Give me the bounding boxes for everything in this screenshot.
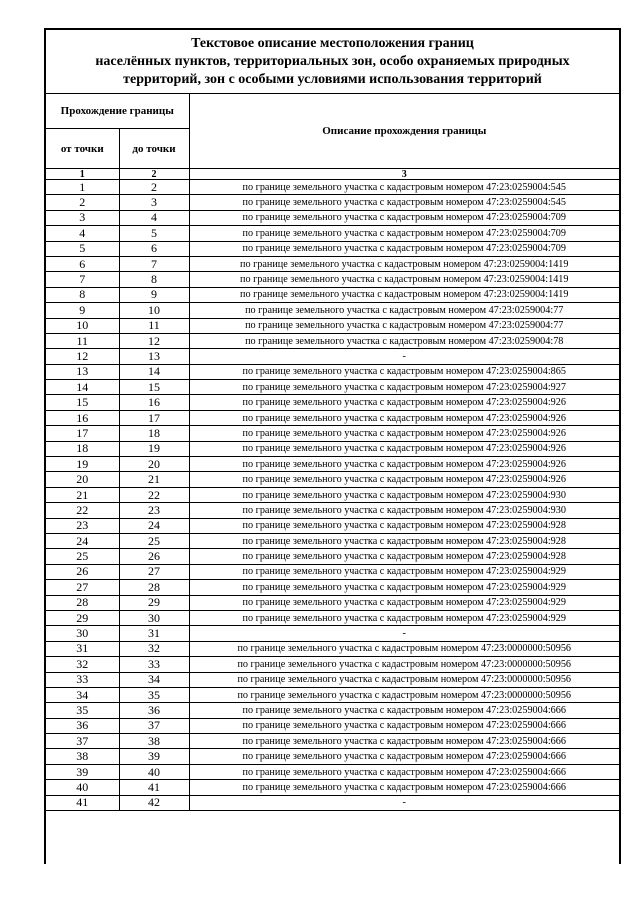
table-row: [46, 518, 619, 533]
cell-to-point: 34: [119, 672, 189, 687]
table-row: [46, 549, 619, 564]
cell-description: по границе земельного участка с кадастровым номером 47:23:0259004:1419: [189, 272, 619, 287]
cell-to-point: 26: [119, 549, 189, 564]
table-row: [46, 580, 619, 595]
table-row: [46, 195, 619, 210]
table-row: [46, 734, 619, 749]
cell-from-point: 23: [46, 518, 119, 533]
cell-description: по границе земельного участка с кадастровым номером 47:23:0259004:545: [189, 180, 619, 195]
cell-description: по границе земельного участка с кадастровым номером 47:23:0259004:865: [189, 364, 619, 379]
cell-description: по границе земельного участка с кадастровым номером 47:23:0259004:666: [189, 734, 619, 749]
cell-from-point: 39: [46, 764, 119, 779]
cell-description: по границе земельного участка с кадастровым номером 47:23:0259004:709: [189, 226, 619, 241]
cell-to-point: 8: [119, 272, 189, 287]
cell-from-point: 24: [46, 533, 119, 548]
cell-description: по границе земельного участка с кадастровым номером 47:23:0000000:50956: [189, 657, 619, 672]
cell-to-point: 4: [119, 210, 189, 225]
cell-description: по границе земельного участка с кадастровым номером 47:23:0259004:666: [189, 780, 619, 795]
cell-description: по границе земельного участка с кадастровым номером 47:23:0259004:77: [189, 318, 619, 333]
cell-to-point: 38: [119, 734, 189, 749]
table-row: [46, 410, 619, 425]
header-col-number-3: 3: [189, 169, 619, 180]
table-row: [46, 641, 619, 656]
table-row: [46, 687, 619, 702]
table-row: [46, 256, 619, 271]
cell-description: по границе земельного участка с кадастровым номером 47:23:0259004:930: [189, 503, 619, 518]
cell-from-point: 31: [46, 641, 119, 656]
table-row: [46, 595, 619, 610]
cell-description: по границе земельного участка с кадастровым номером 47:23:0259004:928: [189, 518, 619, 533]
cell-description: по границе земельного участка с кадастровым номером 47:23:0259004:926: [189, 457, 619, 472]
table-row: [46, 272, 619, 287]
cell-to-point: 20: [119, 457, 189, 472]
cell-from-point: 4: [46, 226, 119, 241]
cell-from-point: 40: [46, 780, 119, 795]
table-row: [46, 364, 619, 379]
table-body: [46, 180, 619, 811]
table-row: [46, 210, 619, 225]
cell-from-point: 19: [46, 457, 119, 472]
cell-from-point: 8: [46, 287, 119, 302]
cell-from-point: 14: [46, 380, 119, 395]
cell-description: по границе земельного участка с кадастровым номером 47:23:0000000:50956: [189, 687, 619, 702]
table-row: [46, 241, 619, 256]
cell-to-point: 15: [119, 380, 189, 395]
cell-to-point: 7: [119, 256, 189, 271]
table-row: [46, 457, 619, 472]
cell-from-point: 41: [46, 795, 119, 810]
table-row: [46, 503, 619, 518]
cell-description: по границе земельного участка с кадастровым номером 47:23:0259004:666: [189, 703, 619, 718]
cell-from-point: 30: [46, 626, 119, 641]
cell-to-point: 3: [119, 195, 189, 210]
cell-from-point: 28: [46, 595, 119, 610]
cell-description: -: [189, 626, 619, 641]
cell-description: по границе земельного участка с кадастровым номером 47:23:0259004:545: [189, 195, 619, 210]
cell-from-point: 34: [46, 687, 119, 702]
cell-to-point: 35: [119, 687, 189, 702]
cell-to-point: 17: [119, 410, 189, 425]
cell-description: по границе земельного участка с кадастровым номером 47:23:0259004:926: [189, 472, 619, 487]
cell-to-point: 33: [119, 657, 189, 672]
cell-description: по границе земельного участка с кадастровым номером 47:23:0000000:50956: [189, 672, 619, 687]
table-row: [46, 533, 619, 548]
cell-to-point: 28: [119, 580, 189, 595]
cell-description: по границе земельного участка с кадастровым номером 47:23:0000000:50956: [189, 641, 619, 656]
cell-from-point: 9: [46, 303, 119, 318]
cell-from-point: 35: [46, 703, 119, 718]
cell-from-point: 37: [46, 734, 119, 749]
table-row: [46, 380, 619, 395]
cell-from-point: 21: [46, 487, 119, 502]
cell-from-point: 7: [46, 272, 119, 287]
cell-from-point: 3: [46, 210, 119, 225]
cell-description: по границе земельного участка с кадастровым номером 47:23:0259004:709: [189, 210, 619, 225]
table-row: [46, 564, 619, 579]
cell-description: по границе земельного участка с кадастровым номером 47:23:0259004:928: [189, 549, 619, 564]
cell-to-point: 5: [119, 226, 189, 241]
cell-description: по границе земельного участка с кадастровым номером 47:23:0259004:929: [189, 564, 619, 579]
cell-description: по границе земельного участка с кадастровым номером 47:23:0259004:929: [189, 580, 619, 595]
cell-from-point: 6: [46, 256, 119, 271]
cell-description: по границе земельного участка с кадастровым номером 47:23:0259004:1419: [189, 256, 619, 271]
cell-from-point: 27: [46, 580, 119, 595]
cell-from-point: 10: [46, 318, 119, 333]
header-passage: Прохождение границы: [46, 94, 189, 129]
cell-description: по границе земельного участка с кадастровым номером 47:23:0259004:666: [189, 749, 619, 764]
cell-from-point: 16: [46, 410, 119, 425]
cell-to-point: 24: [119, 518, 189, 533]
boundary-table: [46, 94, 619, 811]
table-row: [46, 287, 619, 302]
cell-from-point: 22: [46, 503, 119, 518]
table-row: [46, 780, 619, 795]
cell-to-point: 42: [119, 795, 189, 810]
header-col-number-2: 2: [119, 169, 189, 180]
cell-to-point: 39: [119, 749, 189, 764]
table-row: [46, 226, 619, 241]
table-row: [46, 472, 619, 487]
cell-from-point: 29: [46, 610, 119, 625]
cell-from-point: 12: [46, 349, 119, 364]
cell-from-point: 20: [46, 472, 119, 487]
cell-description: по границе земельного участка с кадастровым номером 47:23:0259004:709: [189, 241, 619, 256]
cell-description: по границе земельного участка с кадастровым номером 47:23:0259004:930: [189, 487, 619, 502]
cell-to-point: 25: [119, 533, 189, 548]
cell-description: -: [189, 349, 619, 364]
table-row: [46, 749, 619, 764]
cell-to-point: 14: [119, 364, 189, 379]
header-description: Описание прохождения границы: [189, 94, 619, 169]
table-row: [46, 764, 619, 779]
table-row: [46, 610, 619, 625]
document-title-text: Текстовое описание местоположения границ населённых пунктов, территориальных зон, особо охраняемых природных территорий, зон с особыми условиями использования территорий: [95, 35, 570, 87]
cell-description: -: [189, 795, 619, 810]
cell-to-point: 6: [119, 241, 189, 256]
cell-to-point: 18: [119, 426, 189, 441]
table-row: [46, 333, 619, 348]
table-row: [46, 180, 619, 195]
table-row: [46, 349, 619, 364]
header-to-point: до точки: [119, 129, 189, 169]
cell-description: по границе земельного участка с кадастровым номером 47:23:0259004:1419: [189, 287, 619, 302]
cell-from-point: 1: [46, 180, 119, 195]
cell-to-point: 11: [119, 318, 189, 333]
header-from-point: от точки: [46, 129, 119, 169]
cell-to-point: 37: [119, 718, 189, 733]
cell-to-point: 19: [119, 441, 189, 456]
table-row: [46, 303, 619, 318]
cell-to-point: 36: [119, 703, 189, 718]
cell-description: по границе земельного участка с кадастровым номером 47:23:0259004:78: [189, 333, 619, 348]
cell-to-point: 27: [119, 564, 189, 579]
cell-from-point: 38: [46, 749, 119, 764]
boundary-description-document: [44, 28, 621, 864]
cell-to-point: 12: [119, 333, 189, 348]
table-row: [46, 718, 619, 733]
cell-description: по границе земельного участка с кадастровым номером 47:23:0259004:926: [189, 410, 619, 425]
document-title: [46, 30, 619, 94]
cell-from-point: 32: [46, 657, 119, 672]
cell-from-point: 5: [46, 241, 119, 256]
cell-to-point: 32: [119, 641, 189, 656]
cell-description: по границе земельного участка с кадастровым номером 47:23:0259004:666: [189, 764, 619, 779]
cell-to-point: 16: [119, 395, 189, 410]
cell-to-point: 40: [119, 764, 189, 779]
header-col-number-1: 1: [46, 169, 119, 180]
table-row: [46, 795, 619, 810]
cell-to-point: 9: [119, 287, 189, 302]
cell-from-point: 33: [46, 672, 119, 687]
cell-to-point: 2: [119, 180, 189, 195]
cell-from-point: 13: [46, 364, 119, 379]
table-row: [46, 318, 619, 333]
cell-description: по границе земельного участка с кадастровым номером 47:23:0259004:926: [189, 395, 619, 410]
cell-to-point: 13: [119, 349, 189, 364]
cell-to-point: 21: [119, 472, 189, 487]
cell-from-point: 2: [46, 195, 119, 210]
table-row: [46, 657, 619, 672]
cell-description: по границе земельного участка с кадастровым номером 47:23:0259004:666: [189, 718, 619, 733]
table-row: [46, 395, 619, 410]
cell-from-point: 18: [46, 441, 119, 456]
cell-from-point: 17: [46, 426, 119, 441]
table-row: [46, 441, 619, 456]
table-row: [46, 672, 619, 687]
cell-from-point: 36: [46, 718, 119, 733]
table-row: [46, 426, 619, 441]
cell-description: по границе земельного участка с кадастровым номером 47:23:0259004:928: [189, 533, 619, 548]
cell-description: по границе земельного участка с кадастровым номером 47:23:0259004:929: [189, 610, 619, 625]
cell-to-point: 10: [119, 303, 189, 318]
cell-description: по границе земельного участка с кадастровым номером 47:23:0259004:77: [189, 303, 619, 318]
cell-to-point: 29: [119, 595, 189, 610]
cell-description: по границе земельного участка с кадастровым номером 47:23:0259004:926: [189, 426, 619, 441]
cell-to-point: 22: [119, 487, 189, 502]
cell-from-point: 11: [46, 333, 119, 348]
table-row: [46, 626, 619, 641]
table-row: [46, 487, 619, 502]
cell-description: по границе земельного участка с кадастровым номером 47:23:0259004:926: [189, 441, 619, 456]
cell-from-point: 25: [46, 549, 119, 564]
cell-from-point: 26: [46, 564, 119, 579]
cell-to-point: 23: [119, 503, 189, 518]
cell-description: по границе земельного участка с кадастровым номером 47:23:0259004:929: [189, 595, 619, 610]
cell-description: по границе земельного участка с кадастровым номером 47:23:0259004:927: [189, 380, 619, 395]
cell-from-point: 15: [46, 395, 119, 410]
table-row: [46, 703, 619, 718]
cell-to-point: 30: [119, 610, 189, 625]
cell-to-point: 31: [119, 626, 189, 641]
cell-to-point: 41: [119, 780, 189, 795]
